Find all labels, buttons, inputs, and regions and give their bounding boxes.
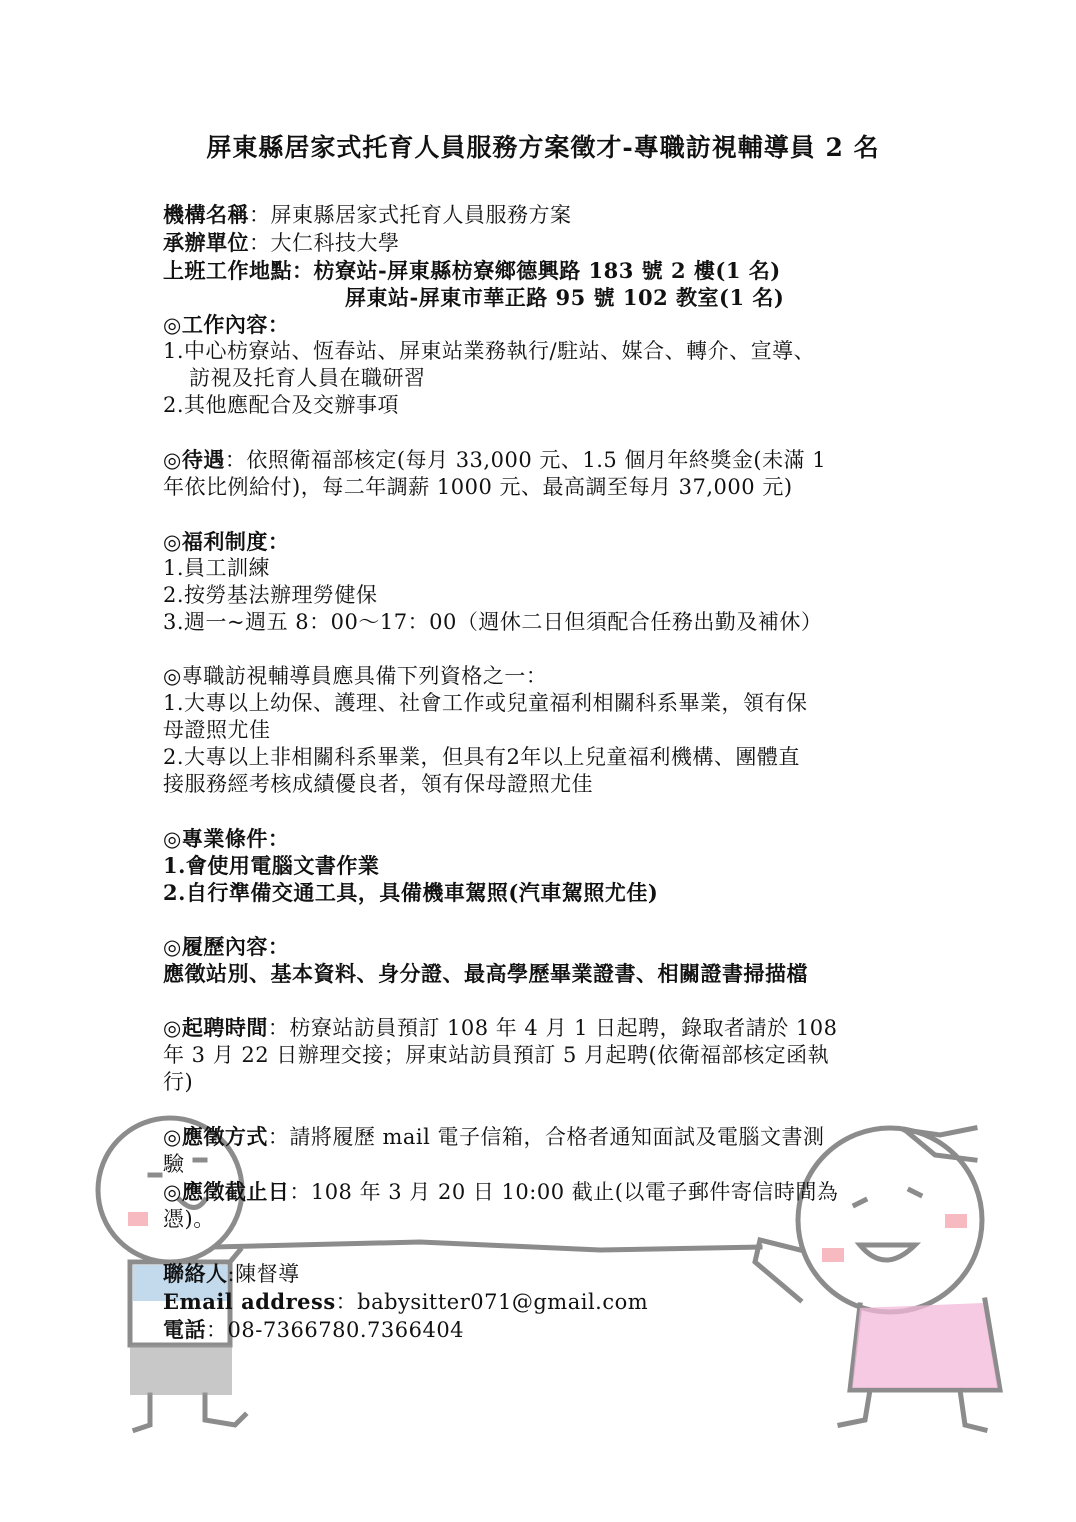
welfare-item-1: 1.員工訓練 — [163, 556, 271, 580]
org-unit-value: 大仁科技大學 — [270, 231, 400, 255]
contact-email-value[interactable]: babysitter071@gmail.com — [357, 1290, 649, 1314]
pay-label: ◎待遇 — [163, 447, 225, 472]
org-unit-label: 承辦單位 — [163, 230, 249, 255]
start-text-cont: 年 3 月 22 日辦理交接；屏東站訪員預訂 5 月起聘(依衛福部核定函執 — [163, 1043, 830, 1067]
separator: ： — [249, 231, 271, 255]
qualification-item-1-cont: 母證照尤佳 — [163, 718, 271, 742]
skills-item-2: 2.自行準備交通工具，具備機車駕照(汽車駕照尤佳) — [163, 880, 659, 905]
start-text: 枋寮站訪員預訂 108 年 4 月 1 日起聘，錄取者請於 108 — [289, 1016, 838, 1040]
contact-person-value: 陳督導 — [235, 1262, 300, 1286]
apply-text-cont: 驗 — [163, 1152, 185, 1176]
pay-text: 依照衛福部核定(每月 33,000 元、1.5 個月年終獎金(未滿 1 — [246, 448, 827, 472]
start-text-cont-2: 行) — [163, 1070, 194, 1094]
deadline-line — [163, 1178, 915, 1206]
duties-item-1: 1.中心枋寮站、恆春站、屏東站業務執行/駐站、媒合、轉介、宣導、 — [163, 339, 816, 363]
contact-email-label: Email address — [163, 1289, 336, 1314]
contact-phone-line — [163, 1316, 915, 1344]
separator: ： — [249, 203, 271, 227]
location-line — [163, 257, 915, 284]
deadline-label: ◎應徵截止日 — [163, 1179, 290, 1204]
deadline-text: 108 年 3 月 20 日 10:00 截止(以電子郵件寄信時間為 — [310, 1180, 839, 1204]
contact-phone-label: 電話 — [163, 1317, 206, 1342]
contact-email-line — [163, 1288, 915, 1316]
qualification-heading: ◎專職訪視輔導員應具備下列資格之一： — [163, 664, 548, 688]
apply-line — [163, 1123, 915, 1151]
apply-text: 請將履歷 mail 電子信箱，合格者通知面試及電腦文書測 — [289, 1125, 825, 1149]
location-1: 枋寮站-屏東縣枋寮鄉德興路 183 號 2 樓(1 名) — [313, 258, 781, 283]
location-label: 上班工作地點 — [163, 258, 292, 283]
welfare-item-3: 3.週一~週五 8：00～17：00（週休二日但須配合任務出勤及補休） — [163, 610, 823, 634]
qualification-item-2-cont: 接服務經考核成績優良者，領有保母證照尤佳 — [163, 772, 593, 796]
resume-heading: ◎履歷內容： — [163, 934, 290, 959]
separator: ： — [289, 1180, 311, 1204]
skills-heading: ◎專業條件： — [163, 826, 290, 851]
start-line — [163, 1014, 915, 1042]
apply-label: ◎應徵方式 — [163, 1124, 268, 1149]
location-2: 屏東站-屏東市華正路 95 號 102 教室(1 名) — [345, 285, 785, 310]
pay-line — [163, 446, 915, 474]
separator: ： — [267, 1125, 290, 1149]
contact-block — [163, 1260, 915, 1344]
contact-person-line: 聯絡人:陳督導 — [163, 1261, 300, 1286]
separator: ： — [267, 1016, 290, 1040]
org-name-line — [163, 201, 915, 229]
qualification-item-2: 2.大專以上非相關科系畢業，但具有2年以上兒童福利機構、團體直 — [163, 745, 800, 769]
pay-text-cont: 年依比例給付)，每二年調薪 1000 元、最高調至每月 37,000 元) — [163, 475, 793, 499]
org-name-label: 機構名稱 — [163, 202, 249, 227]
duties-item-1-cont: 訪視及托育人員在職研習 — [189, 366, 426, 390]
resume-text: 應徵站別、基本資料、身分證、最高學歷畢業證書、相關證書掃描檔 — [163, 961, 808, 986]
duties-heading: ◎工作內容： — [163, 312, 290, 337]
contact-person-label: 聯絡人 — [163, 1261, 228, 1286]
org-name-value: 屏東縣居家式托育人員服務方案 — [270, 203, 572, 227]
qualification-item-1: 1.大專以上幼保、護理、社會工作或兒童福利相關科系畢業，領有保 — [163, 691, 808, 715]
separator: ： — [224, 448, 247, 472]
welfare-item-2: 2.按勞基法辦理勞健保 — [163, 583, 378, 607]
page-title: 屏東縣居家式托育人員服務方案徵才-專職訪視輔導員 2 名 — [206, 133, 880, 162]
start-label: ◎起聘時間 — [163, 1015, 268, 1040]
contact-phone-value: 08-7366780.7366404 — [227, 1318, 465, 1342]
skills-item-1: 1.會使用電腦文書作業 — [163, 853, 380, 878]
welfare-heading: ◎福利制度： — [163, 529, 290, 554]
org-unit-line — [163, 229, 915, 257]
deadline-text-cont: 憑)。 — [163, 1207, 215, 1231]
separator: ： — [335, 1290, 358, 1314]
separator: ： — [206, 1318, 228, 1342]
job-posting — [163, 132, 915, 1344]
duties-item-2: 2.其他應配合及交辦事項 — [163, 393, 400, 417]
separator: ： — [292, 258, 314, 283]
